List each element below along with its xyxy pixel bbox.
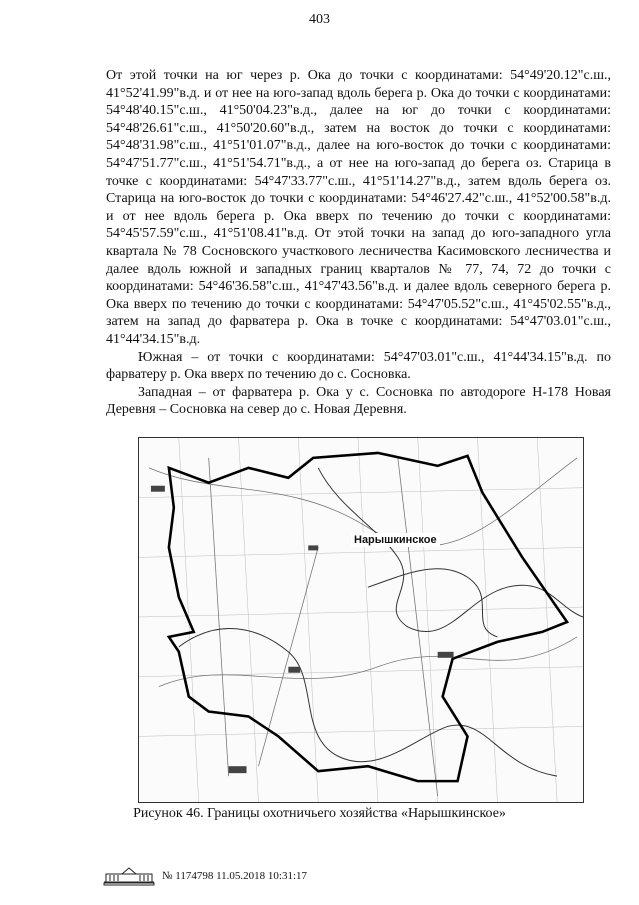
paragraph-west-boundary: Западная – от фарватера р. Ока у с. Сосновка по автодороге Н-178 Новая Деревня – Сосновка на север до с. Новая Деревня.	[106, 384, 611, 418]
paragraph-east-boundary: От этой точки на юг через р. Ока до точки с координатами: 54°49'20.12"с.ш., 41°52'41.99"в.д. и от нее на юго-запад вдоль берега р. Ока до точки с координатами: 54°48'40.15"с.ш., 41°50'04.23"в.д., далее на юг до точки с координатами: 54°48'26.61"с.ш., 41°50'20.60"в.д., затем на восток до точки с координатами: 54°48'31.98"с.ш., 41°51'01.07"в.д., далее на юго-восток до точки с координатами: 54°47'51.77"с.ш., 41°51'54.71"в.д., а от нее на юго-запад до берега оз. Старица в точке с координатами: 54°47'33.77"с.ш., 41°51'14.27"в.д., затем вдоль берега оз. Старица на юго-восток до точки с координатами: 54°46'27.42"с.ш., 41°52'00.58"в.д. и от нее вдоль берега р. Ока вверх по течению до точки с координатами: 54°45'57.59"с.ш., 41°51'08.41"в.д. От этой точки на запад до юго-западного угла квартала № 78 Сосновского участкового лесничества Касимовского лесничества и далее вдоль южной и западных границ кварталов № 77, 74, 72 до точки с координатами: 54°46'36.58"с.ш., 41°47'43.56"в.д. и далее вдоль северного берега р. Ока вверх по течению до точки с координатами: 54°47'05.52"с.ш., 41°45'02.55"в.д., затем на запад до фарватера р. Ока в точке с координатами: 54°47'03.01"с.ш., 41°44'34.15"в.д.	[106, 68, 611, 347]
body-text	[106, 67, 611, 419]
paragraph-south-boundary: Южная – от точки с координатами: 54°47'03.01"с.ш., 41°44'34.15"в.д. по фарватеру р. Ока вверх по течению до с. Сосновка.	[106, 349, 611, 383]
footer	[102, 866, 307, 886]
building-logo-icon	[102, 866, 156, 886]
boundary-map	[138, 437, 584, 803]
page-number: 403	[309, 12, 330, 27]
document-stamp: № 1174798 11.05.2018 10:31:17	[162, 870, 308, 882]
map-drawing	[139, 438, 583, 802]
map-area-label: Нарышкинское	[351, 533, 440, 547]
figure-caption: Рисунок 46. Границы охотничьего хозяйства «Нарышкинское»	[133, 806, 506, 821]
